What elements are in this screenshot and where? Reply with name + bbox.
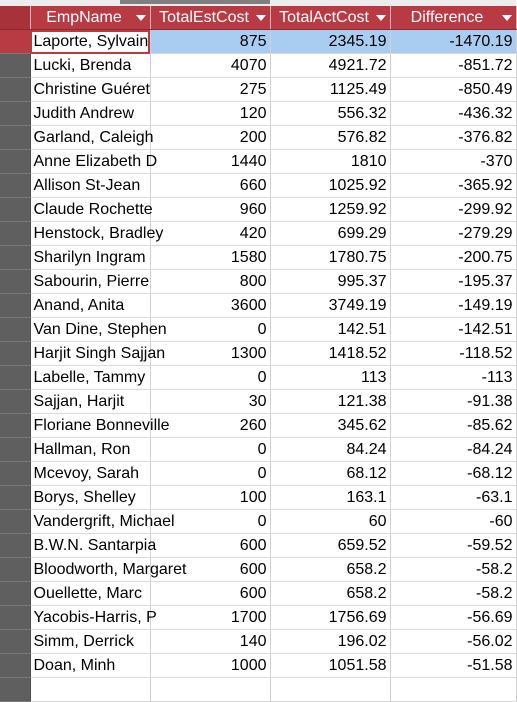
column-header-label: TotalEstCost	[159, 8, 249, 26]
cell-totalestcost[interactable]: 1000	[150, 654, 270, 678]
row-selector[interactable]	[0, 678, 30, 702]
cell-totalactcost[interactable]: 163.1	[270, 486, 390, 510]
cell-difference[interactable]: -91.38	[390, 390, 516, 414]
cell-totalestcost[interactable]	[150, 678, 270, 702]
cell-empname[interactable]: Judith Andrew	[30, 102, 150, 126]
cell-empname[interactable]: Vandergrift, Michael	[30, 510, 150, 534]
row-selector[interactable]	[0, 606, 30, 630]
table-row[interactable]	[0, 654, 516, 678]
cell-totalestcost[interactable]: 875	[150, 30, 270, 54]
table-row[interactable]	[0, 78, 516, 102]
cell-totalactcost[interactable]	[270, 678, 390, 702]
table-row[interactable]	[0, 462, 516, 486]
row-selector[interactable]	[0, 198, 30, 222]
cell-totalestcost[interactable]: 1700	[150, 606, 270, 630]
table-row[interactable]	[0, 54, 516, 78]
cell-difference[interactable]: -370	[390, 150, 516, 174]
table-row[interactable]	[0, 534, 516, 558]
cell-difference[interactable]: -118.52	[390, 342, 516, 366]
cell-difference[interactable]: -1470.19	[390, 30, 516, 54]
table-row[interactable]	[0, 222, 516, 246]
cell-difference[interactable]: -85.62	[390, 414, 516, 438]
cell-empname[interactable]: Yacobis-Harris, P	[30, 606, 150, 630]
cell-difference[interactable]: -299.92	[390, 198, 516, 222]
cell-totalestcost[interactable]: 0	[150, 462, 270, 486]
cell-empname[interactable]: Borys, Shelley	[30, 486, 150, 510]
cell-totalestcost[interactable]: 120	[150, 102, 270, 126]
cell-difference[interactable]: -56.02	[390, 630, 516, 654]
cell-difference[interactable]: -60	[390, 510, 516, 534]
table-row[interactable]	[0, 174, 516, 198]
cell-totalactcost[interactable]: 658.2	[270, 582, 390, 606]
cell-empname[interactable]: Anand, Anita	[30, 294, 150, 318]
cell-empname[interactable]: Simm, Derrick	[30, 630, 150, 654]
cell-totalactcost[interactable]: 60	[270, 510, 390, 534]
cell-totalestcost[interactable]: 1580	[150, 246, 270, 270]
cell-totalactcost[interactable]: 1418.52	[270, 342, 390, 366]
column-header-label: EmpName	[46, 8, 122, 26]
filter-dropdown-icon[interactable]	[502, 15, 512, 21]
row-selector[interactable]	[0, 30, 30, 54]
cell-empname[interactable]: Anne Elizabeth D	[30, 150, 150, 174]
filter-dropdown-icon[interactable]	[376, 15, 386, 21]
cell-difference[interactable]: -200.75	[390, 246, 516, 270]
cell-totalactcost[interactable]: 345.62	[270, 414, 390, 438]
row-selector[interactable]	[0, 654, 30, 678]
row-selector[interactable]	[0, 414, 30, 438]
cell-totalestcost[interactable]: 0	[150, 510, 270, 534]
active-tab-indicator[interactable]	[120, 0, 270, 4]
table-row[interactable]	[0, 366, 516, 390]
row-selector[interactable]	[0, 294, 30, 318]
cell-empname[interactable]: Sabourin, Pierre	[30, 270, 150, 294]
column-header-empname[interactable]	[30, 6, 150, 30]
row-selector[interactable]	[0, 78, 30, 102]
cell-totalactcost[interactable]: 1025.92	[270, 174, 390, 198]
table-row[interactable]	[0, 582, 516, 606]
cell-totalactcost[interactable]: 995.37	[270, 270, 390, 294]
cell-difference[interactable]: -59.52	[390, 534, 516, 558]
cell-empname[interactable]	[30, 678, 150, 702]
row-selector[interactable]	[0, 318, 30, 342]
row-selector[interactable]	[0, 270, 30, 294]
row-selector[interactable]	[0, 150, 30, 174]
cell-totalestcost[interactable]: 0	[150, 438, 270, 462]
table-row[interactable]	[0, 198, 516, 222]
cell-empname[interactable]: Allison St-Jean	[30, 174, 150, 198]
cell-empname[interactable]: Garland, Caleigh	[30, 126, 150, 150]
cell-empname[interactable]: Van Dine, Stephen	[30, 318, 150, 342]
cell-totalactcost[interactable]: 4921.72	[270, 54, 390, 78]
cell-totalestcost[interactable]: 800	[150, 270, 270, 294]
cell-empname[interactable]: Sharilyn Ingram	[30, 246, 150, 270]
cell-empname[interactable]: Hallman, Ron	[30, 438, 150, 462]
cell-empname[interactable]: Sajjan, Harjit	[30, 390, 150, 414]
row-selector[interactable]	[0, 558, 30, 582]
cell-totalactcost[interactable]: 142.51	[270, 318, 390, 342]
cell-difference[interactable]: -68.12	[390, 462, 516, 486]
row-selector[interactable]	[0, 246, 30, 270]
cell-difference[interactable]: -63.1	[390, 486, 516, 510]
cell-empname[interactable]: Doan, Minh	[30, 654, 150, 678]
cell-totalactcost[interactable]: 1125.49	[270, 78, 390, 102]
cell-totalactcost[interactable]: 556.32	[270, 102, 390, 126]
cell-totalestcost[interactable]: 420	[150, 222, 270, 246]
row-selector[interactable]	[0, 366, 30, 390]
table-row[interactable]	[0, 486, 516, 510]
table-row[interactable]	[0, 414, 516, 438]
row-selector[interactable]	[0, 630, 30, 654]
cell-difference[interactable]: -365.92	[390, 174, 516, 198]
cell-totalactcost[interactable]: 1780.75	[270, 246, 390, 270]
cell-empname[interactable]: Lucki, Brenda	[30, 54, 150, 78]
column-header-difference[interactable]	[390, 6, 516, 30]
cell-totalactcost[interactable]: 2345.19	[270, 30, 390, 54]
cell-totalactcost[interactable]: 84.24	[270, 438, 390, 462]
cell-totalestcost[interactable]: 140	[150, 630, 270, 654]
table-row[interactable]	[0, 126, 516, 150]
cell-totalestcost[interactable]: 660	[150, 174, 270, 198]
cell-totalactcost[interactable]: 68.12	[270, 462, 390, 486]
table-row[interactable]	[0, 678, 516, 702]
table-row[interactable]	[0, 102, 516, 126]
row-selector[interactable]	[0, 582, 30, 606]
cell-totalactcost[interactable]: 699.29	[270, 222, 390, 246]
cell-totalactcost[interactable]: 196.02	[270, 630, 390, 654]
cell-totalestcost[interactable]: 0	[150, 366, 270, 390]
table-row[interactable]	[0, 150, 516, 174]
cell-totalestcost[interactable]: 0	[150, 318, 270, 342]
cell-difference[interactable]: -113	[390, 366, 516, 390]
cell-empname[interactable]: Harjit Singh Sajjan	[30, 342, 150, 366]
cell-totalestcost[interactable]: 275	[150, 78, 270, 102]
table-row[interactable]	[0, 438, 516, 462]
cell-totalactcost[interactable]: 1810	[270, 150, 390, 174]
cell-difference[interactable]: -851.72	[390, 54, 516, 78]
header-row	[0, 6, 516, 30]
cell-totalactcost[interactable]: 576.82	[270, 126, 390, 150]
cell-difference[interactable]: -142.51	[390, 318, 516, 342]
select-all-corner[interactable]	[0, 6, 30, 30]
table-row[interactable]	[0, 510, 516, 534]
cell-totalactcost[interactable]: 113	[270, 366, 390, 390]
cell-empname[interactable]: Floriane Bonneville	[30, 414, 150, 438]
row-selector[interactable]	[0, 102, 30, 126]
row-selector[interactable]	[0, 462, 30, 486]
column-header-label: TotalActCost	[279, 8, 369, 26]
cell-totalactcost[interactable]: 659.52	[270, 534, 390, 558]
table-row[interactable]	[0, 270, 516, 294]
column-header-totalestcost[interactable]	[150, 6, 270, 30]
cell-totalestcost[interactable]: 600	[150, 582, 270, 606]
row-selector[interactable]	[0, 174, 30, 198]
cell-difference[interactable]: -436.32	[390, 102, 516, 126]
row-selector[interactable]	[0, 222, 30, 246]
cell-empname[interactable]: Labelle, Tammy	[30, 366, 150, 390]
cell-empname[interactable]: Claude Rochette	[30, 198, 150, 222]
row-selector[interactable]	[0, 438, 30, 462]
cell-empname[interactable]: Christine Guéret	[30, 78, 150, 102]
table-row[interactable]	[0, 390, 516, 414]
cell-empname[interactable]: Henstock, Bradley	[30, 222, 150, 246]
column-header-label: Difference	[410, 8, 484, 26]
filter-dropdown-icon[interactable]	[136, 15, 146, 21]
cell-totalestcost[interactable]: 100	[150, 486, 270, 510]
cell-difference[interactable]: -51.58	[390, 654, 516, 678]
filter-dropdown-icon[interactable]	[256, 15, 266, 21]
column-header-totalactcost[interactable]	[270, 6, 390, 30]
table-row[interactable]	[0, 606, 516, 630]
cell-totalestcost[interactable]: 3600	[150, 294, 270, 318]
datasheet-body	[0, 30, 516, 702]
row-selector[interactable]	[0, 126, 30, 150]
cell-totalestcost[interactable]: 200	[150, 126, 270, 150]
row-selector[interactable]	[0, 390, 30, 414]
cell-empname[interactable]: Bloodworth, Margaret	[30, 558, 150, 582]
row-selector[interactable]	[0, 534, 30, 558]
cell-totalestcost[interactable]: 1300	[150, 342, 270, 366]
table-row[interactable]	[0, 246, 516, 270]
table-row[interactable]	[0, 30, 516, 54]
cell-difference[interactable]	[390, 678, 516, 702]
datasheet-grid	[0, 6, 517, 702]
cell-difference[interactable]: -56.69	[390, 606, 516, 630]
row-selector[interactable]	[0, 510, 30, 534]
cell-totalestcost[interactable]: 960	[150, 198, 270, 222]
cell-difference[interactable]: -376.82	[390, 126, 516, 150]
cell-totalactcost[interactable]: 1259.92	[270, 198, 390, 222]
table-row[interactable]	[0, 318, 516, 342]
cell-difference[interactable]: -84.24	[390, 438, 516, 462]
cell-totalactcost[interactable]: 1051.58	[270, 654, 390, 678]
cell-totalestcost[interactable]: 260	[150, 414, 270, 438]
cell-totalactcost[interactable]: 1756.69	[270, 606, 390, 630]
cell-empname[interactable]: Ouellette, Marc	[30, 582, 150, 606]
cell-difference[interactable]: -850.49	[390, 78, 516, 102]
cell-totalactcost[interactable]: 3749.19	[270, 294, 390, 318]
cell-totalestcost[interactable]: 30	[150, 390, 270, 414]
cell-totalestcost[interactable]: 600	[150, 534, 270, 558]
cell-totalestcost[interactable]: 600	[150, 558, 270, 582]
cell-empname[interactable]: Mcevoy, Sarah	[30, 462, 150, 486]
cell-difference[interactable]: -279.29	[390, 222, 516, 246]
cell-totalactcost[interactable]: 658.2	[270, 558, 390, 582]
cell-difference[interactable]: -149.19	[390, 294, 516, 318]
cell-totalestcost[interactable]: 4070	[150, 54, 270, 78]
table-row[interactable]	[0, 342, 516, 366]
cell-difference[interactable]: -58.2	[390, 582, 516, 606]
table-row[interactable]	[0, 630, 516, 654]
cell-empname[interactable]: Laporte, Sylvain	[30, 30, 150, 54]
table-row[interactable]	[0, 558, 516, 582]
cell-difference[interactable]: -195.37	[390, 270, 516, 294]
cell-empname[interactable]: B.W.N. Santarpia	[30, 534, 150, 558]
row-selector[interactable]	[0, 342, 30, 366]
table-row[interactable]	[0, 294, 516, 318]
cell-totalestcost[interactable]: 1440	[150, 150, 270, 174]
cell-totalactcost[interactable]: 121.38	[270, 390, 390, 414]
cell-difference[interactable]: -58.2	[390, 558, 516, 582]
row-selector[interactable]	[0, 486, 30, 510]
row-selector[interactable]	[0, 54, 30, 78]
